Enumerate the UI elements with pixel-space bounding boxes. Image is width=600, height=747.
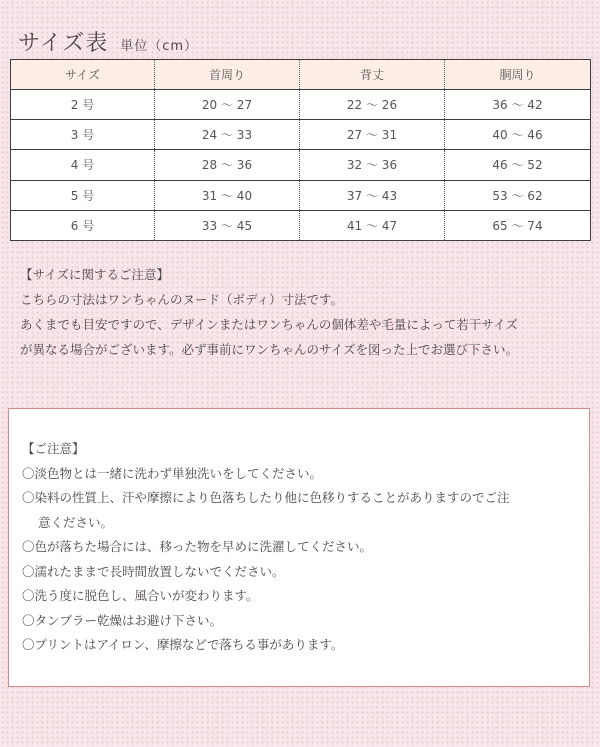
header-neck: 首周り	[155, 60, 300, 90]
caution-heading: 【ご注意】	[22, 441, 85, 456]
cell-neck: 20 ～ 27	[155, 90, 300, 120]
cell-size: 4 号	[11, 150, 155, 180]
size-table	[10, 59, 591, 241]
cell-back-length: 22 ～ 26	[300, 90, 445, 120]
cell-chest: 40 ～ 46	[445, 120, 591, 150]
table-row	[11, 120, 591, 150]
table-row	[11, 210, 591, 240]
header-size: サイズ	[11, 60, 155, 90]
cell-neck: 24 ～ 33	[155, 120, 300, 150]
size-notice-line: が異なる場合がございます。必ず事前にワンちゃんのサイズを図った上でお選び下さい。	[20, 342, 519, 357]
cell-chest: 65 ～ 74	[445, 210, 591, 240]
title-row	[18, 26, 198, 57]
cell-size: 5 号	[11, 180, 155, 210]
cell-size: 2 号	[11, 90, 155, 120]
caution-item: 〇濡れたままで長時間放置しないでください。	[22, 563, 285, 579]
unit-label: 単位（cm）	[120, 39, 199, 54]
cell-back-length: 41 ～ 47	[300, 210, 445, 240]
size-notice-line: あくまでも目安ですので、デザインまたはワンちゃんの個体差や毛量によって若干サイズ	[20, 317, 518, 332]
table-row	[11, 90, 591, 120]
cell-neck: 28 ～ 36	[155, 150, 300, 180]
caution-item: 〇染料の性質上、汗や摩擦により色落ちしたり他に色移りすることがありますのでご注	[22, 490, 510, 505]
caution-content	[22, 437, 510, 658]
page-title: サイズ表	[18, 31, 109, 56]
table-row	[11, 150, 591, 180]
size-notice	[20, 262, 590, 362]
caution-item: 〇色が落ちた場合には、移った物を早めに洗濯してください。	[22, 539, 373, 554]
caution-item-continuation: 意ください。	[38, 514, 114, 530]
table-row	[11, 180, 591, 210]
header-back-length: 背丈	[300, 60, 445, 90]
cell-back-length: 32 ～ 36	[300, 150, 445, 180]
cell-size: 3 号	[11, 120, 155, 150]
cell-chest: 36 ～ 42	[445, 90, 591, 120]
caution-item: 〇淡色物とは一緒に洗わず単独洗いをしてください。	[22, 465, 323, 481]
table-header-row	[11, 60, 591, 90]
caution-item: 〇タンブラー乾燥はお避け下さい。	[22, 612, 223, 628]
cell-chest: 53 ～ 62	[445, 180, 591, 210]
cell-back-length: 37 ～ 43	[300, 180, 445, 210]
header-chest: 胴周り	[445, 60, 591, 90]
cell-size: 6 号	[11, 210, 155, 240]
cell-neck: 31 ～ 40	[155, 180, 300, 210]
caution-box	[8, 408, 590, 687]
caution-item: 〇プリントはアイロン、摩擦などで落ちる事があります。	[22, 637, 344, 652]
cell-chest: 46 ～ 52	[445, 150, 591, 180]
size-notice-heading: 【サイズに関するご注意】	[20, 267, 170, 282]
cell-neck: 33 ～ 45	[155, 210, 300, 240]
caution-item: 〇洗う度に脱色し、風合いが変わります。	[22, 588, 259, 603]
cell-back-length: 27 ～ 31	[300, 120, 445, 150]
size-notice-line: こちらの寸法はワンちゃんのヌード（ボディ）寸法です。	[20, 292, 344, 307]
